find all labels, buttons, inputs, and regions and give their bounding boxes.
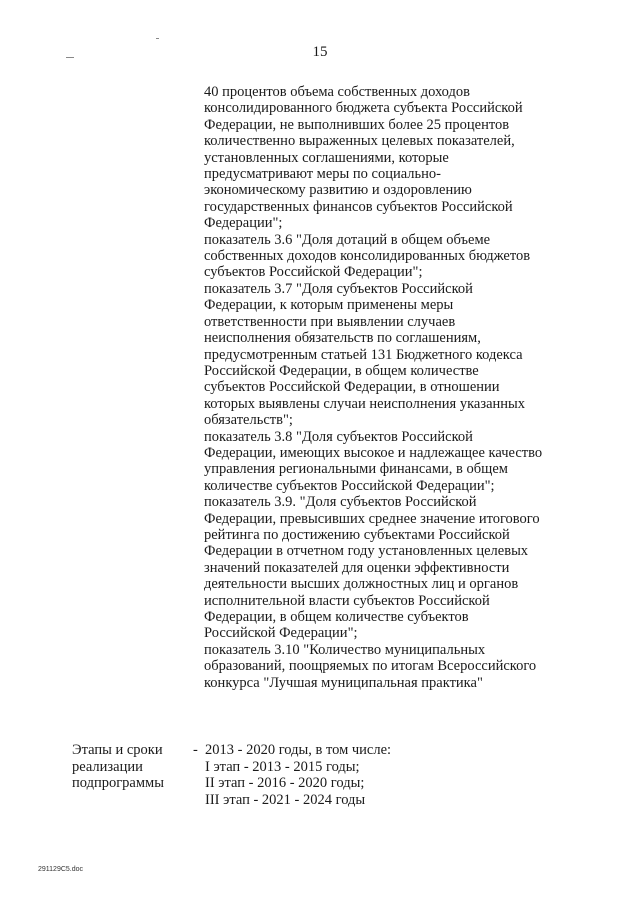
stages-label-line: подпрограммы (72, 775, 164, 792)
text-line: собственных доходов консолидированных бюджетов (204, 248, 531, 265)
text-line: показатель 3.7 "Доля субъектов Российской (204, 280, 473, 297)
text-line: Федерации в отчетном году установленных целевых (204, 543, 529, 560)
text-line: конкурса "Лучшая муниципальная практика" (204, 674, 483, 691)
stages-list (205, 742, 391, 808)
text-line: количественно выраженных целевых показателей, (204, 133, 515, 150)
text-line: Федерации"; (204, 215, 283, 232)
text-line: предусмотренным статьей 131 Бюджетного кодекса (204, 346, 523, 363)
text-line: консолидированного бюджета субъекта Российской (204, 100, 523, 117)
stages-label (72, 742, 182, 792)
text-line: ответственности при выявлении случаев (204, 313, 456, 330)
stages-separator: - (193, 742, 198, 758)
text-line: которых выявлены случаи неисполнения указанных (204, 395, 526, 412)
text-line: значений показателей для оценки эффективности (204, 559, 510, 576)
text-line: показатель 3.10 "Количество муниципальных (204, 641, 486, 658)
text-line: предусматривают меры по социально- (204, 166, 441, 183)
text-line: экономическому развитию и оздоровлению (204, 182, 472, 199)
text-line: государственных финансов субъектов Российской (204, 198, 513, 215)
text-line: Федерации, имеющих высокое и надлежащее качество (204, 444, 543, 461)
text-line: Российской Федерации"; (204, 625, 358, 642)
document-code: 291129C5.doc (38, 866, 84, 873)
stage-item: II этап - 2016 - 2020 годы; (205, 775, 365, 792)
text-line: Федерации, не выполнивших более 25 процентов (204, 116, 510, 133)
text-line: субъектов Российской Федерации, в отношении (204, 379, 500, 396)
text-line: деятельности высших должностных лиц и органов (204, 576, 519, 593)
text-line: управления региональными финансами, в общем (204, 461, 508, 478)
text-line: показатель 3.6 "Доля дотаций в общем объеме (204, 231, 491, 248)
text-line: 40 процентов объема собственных доходов (204, 84, 470, 100)
text-line: Российской Федерации, в общем количестве (204, 362, 479, 379)
stage-item: I этап - 2013 - 2015 годы; (205, 758, 360, 775)
stage-item: 2013 - 2020 годы, в том числе: (205, 742, 392, 758)
text-line: неисполнения обязательств по соглашениям, (204, 330, 481, 347)
text-line: образований, поощряемых по итогам Всероссийского (204, 658, 537, 675)
page-number: 15 (312, 44, 328, 60)
text-line: установленных соглашениями, которые (204, 149, 449, 166)
stage-item: III этап - 2021 - 2024 годы (205, 791, 366, 808)
text-line: показатель 3.8 "Доля субъектов Российской (204, 428, 473, 445)
indicator-text-block (204, 84, 614, 691)
text-line: исполнительной власти субъектов Российской (204, 592, 490, 609)
stages-label-line: реализации (72, 758, 143, 775)
text-line: Федерации, в общем количестве субъектов (204, 609, 469, 625)
text-line: Федерации, к которым применены меры (204, 297, 454, 314)
text-line: Федерации, превысивших среднее значение итогового (204, 510, 540, 527)
text-line: рейтинга по достижению субъектами Российской (204, 526, 510, 543)
stages-label-line: Этапы и сроки (72, 742, 163, 758)
scan-mark-right (156, 38, 159, 39)
text-line: субъектов Российской Федерации"; (204, 264, 423, 281)
text-line: количестве субъектов Российской Федерации"; (204, 477, 495, 494)
text-line: показатель 3.9. "Доля субъектов Российской (204, 494, 477, 511)
text-line: обязательств"; (204, 412, 293, 429)
